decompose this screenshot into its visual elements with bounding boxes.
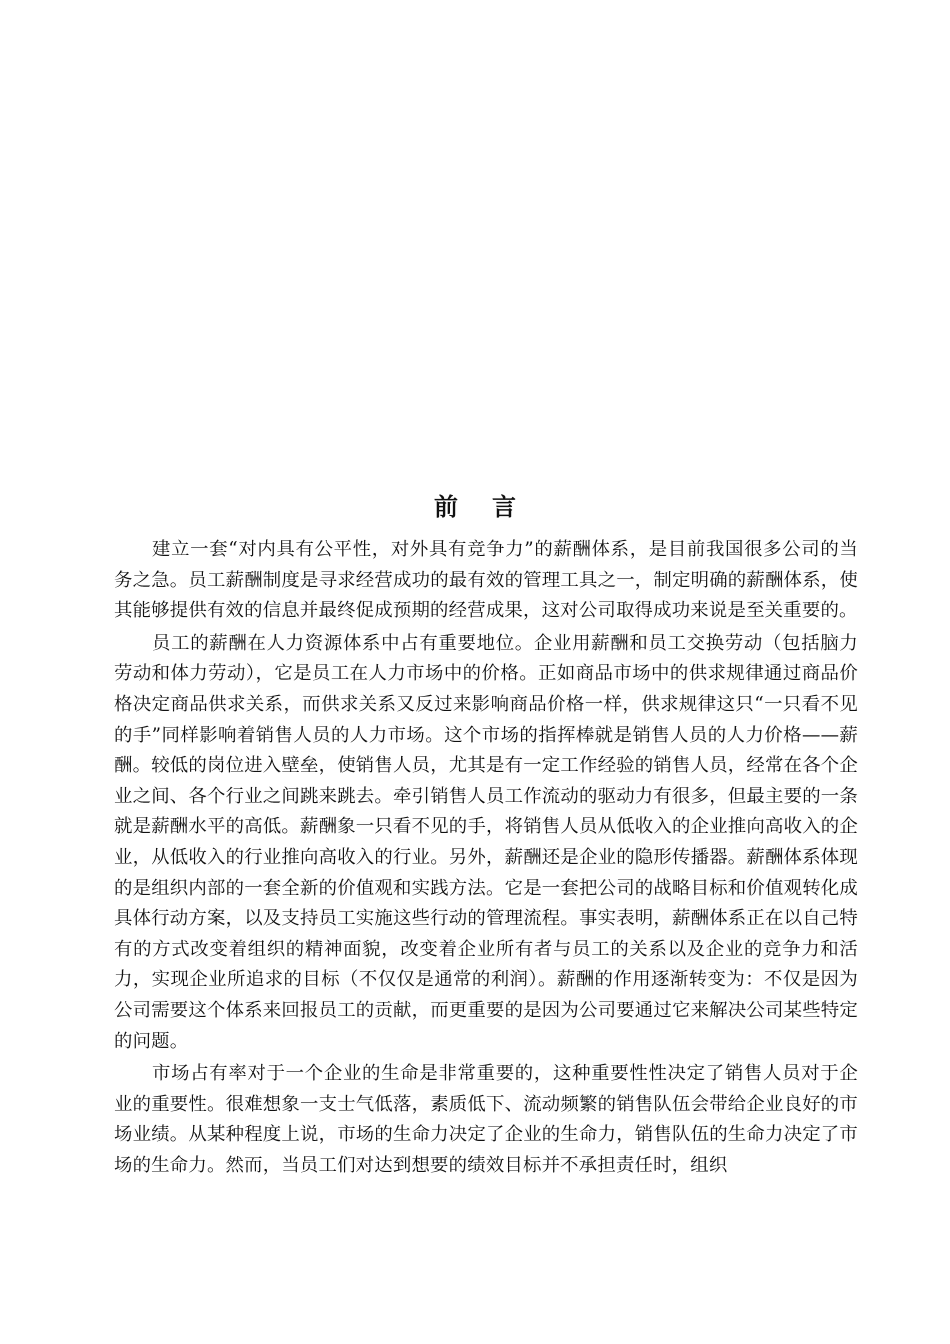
paragraph-2: 员工的薪酬在人力资源体系中占有重要地位。企业用薪酬和员工交换劳动（包括脑力劳动和体力劳动），它是员工在人力市场中的价格。正如商品市场中的供求规律通过商品价格决定商品供求关系，而供求关系又反过来影响商品价格一样，供求规律这只“一只看不见的手”同样影响着销售人员的人力市场。这个市场的指挥棒就是销售人员的人力价格——薪酬。较低的岗位进入壁垒，使销售人员，尤其是有一定工作经验的销售人员，经常在各个企业之间、各个行业之间跳来跳去。牵引销售人员工作流动的驱动力有很多，但最主要的一条就是薪酬水平的高低。薪酬象一只看不见的手，将销售人员从低收入的企业推向高收入的企业，从低收入的行业推向高收入的行业。另外，薪酬还是企业的隐形传播器。薪酬体系体现的是组织内部的一套全新的价值观和实践方法。它是一套把公司的战略目标和价值观转化成具体行动方案，以及支持员工实施这些行动的管理流程。事实表明，薪酬体系正在以自己特有的方式改变着组织的精神面貌，改变着企业所有者与员工的关系以及企业的竞争力和活力，实现企业所追求的目标（不仅仅是通常的利润）。薪酬的作用逐渐转变为：不仅是因为公司需要这个体系来回报员工的贡献，而更重要的是因为公司要通过它来解决公司某些特定的问题。 <box>114 632 858 1052</box>
paragraph-1: 建立一套“对内具有公平性，对外具有竞争力”的薪酬体系，是目前我国很多公司的当务之急。员工薪酬制度是寻求经营成功的最有效的管理工具之一，制定明确的薪酬体系，使其能够提供有效的信息并最终促成预期的经营成果，这对公司取得成功来说是至关重要的。 <box>114 539 858 622</box>
body-text <box>114 535 858 1183</box>
paragraph-3: 市场占有率对于一个企业的生命是非常重要的，这种重要性性决定了销售人员对于企业的重要性。很难想象一支士气低落，素质低下、流动频繁的销售队伍会带给企业良好的市场业绩。从某种程度上说，市场的生命力决定了企业的生命力，销售队伍的生命力决定了市场的生命力。然而，当员工们对达到想要的绩效目标并不承担责任时，组织 <box>114 1063 858 1176</box>
page-title: 前言 <box>434 492 550 521</box>
